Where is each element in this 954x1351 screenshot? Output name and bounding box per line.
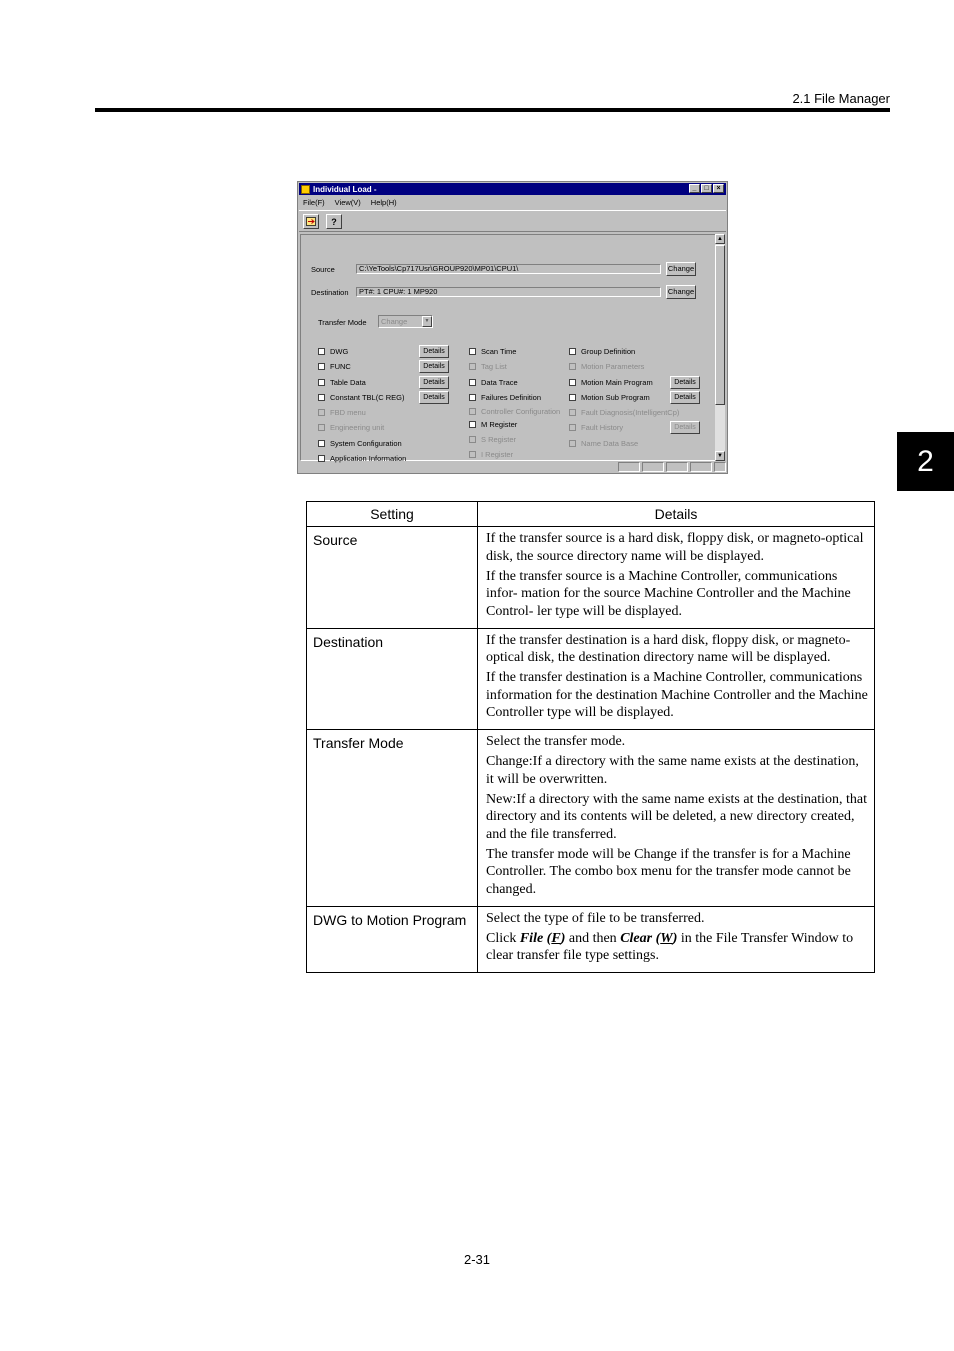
checkbox-label: S Register <box>481 435 517 444</box>
command-text: ) <box>560 930 566 946</box>
checkbox-m-register[interactable] <box>469 420 517 429</box>
clear-command <box>620 931 677 946</box>
source-field: C:\YeTools\Cp717Usr\GROUP920\MP01\CPU1\ <box>356 264 661 274</box>
details-paragraph: If the transfer destination is a Machine Controller, communications information for the destination Machine Controller and the Machine Controller type will be displayed. <box>486 670 868 720</box>
checkbox-fbd-menu <box>318 408 366 417</box>
command-text: Clear ( <box>620 930 661 946</box>
details-paragraph: If the transfer source is a hard disk, floppy disk, or magneto-optical disk, the source directory name will be displayed. <box>486 531 864 564</box>
checkbox-box[interactable] <box>318 394 325 401</box>
setting-source: Source <box>307 527 478 629</box>
source-change-button[interactable]: Change <box>666 262 696 276</box>
individual-load-window <box>297 181 728 474</box>
checkbox-label: FBD menu <box>330 408 366 417</box>
transfer-mode-value: Change <box>381 317 408 326</box>
scroll-thumb[interactable] <box>715 245 725 405</box>
checkbox-label: Constant TBL(C REG) <box>330 393 405 402</box>
details-paragraph: Change:If a directory with the same name exists at the destination, it will be overwritten. <box>486 754 859 787</box>
setting-dwg-to-motion-program: DWG to Motion Program <box>307 906 478 973</box>
checkbox-label: Engineering unit <box>330 423 385 432</box>
command-text: File ( <box>519 930 552 946</box>
details-destination <box>478 628 875 730</box>
details-paragraph: If the transfer destination is a hard disk, floppy disk, or magneto- optical disk, the destination directory name will be displayed. <box>486 632 851 665</box>
checkbox-label: M Register <box>481 420 518 429</box>
checkbox-box <box>318 424 325 431</box>
checkbox-label: Application Information <box>330 454 407 463</box>
checkbox-box <box>469 436 476 443</box>
checkbox-label: Tag List <box>481 362 507 371</box>
file-command <box>520 931 566 946</box>
checkbox-box[interactable] <box>469 421 476 428</box>
menu-help[interactable]: Help(H) <box>370 197 397 207</box>
checkbox-box[interactable] <box>318 455 325 462</box>
table-row <box>307 730 875 907</box>
details-paragraph <box>486 930 870 965</box>
checkbox-label: Group Definition <box>581 347 636 356</box>
table-row <box>307 628 875 730</box>
checkbox-box <box>469 408 476 415</box>
header-rule <box>95 108 890 112</box>
checkbox-dwg[interactable] <box>318 347 348 356</box>
checkbox-tag-list <box>469 362 507 371</box>
destination-field: PT#: 1 CPU#: 1 MP920 <box>356 287 661 297</box>
motion-main-details-button[interactable]: Details <box>670 376 700 389</box>
motion-sub-details-button[interactable]: Details <box>670 391 700 404</box>
checkbox-data-trace[interactable] <box>469 378 518 387</box>
checkbox-name-data-base <box>569 439 638 448</box>
checkbox-label: Data Trace <box>481 378 518 387</box>
checkbox-fault-diagnosis <box>569 408 679 417</box>
menu-view[interactable]: View(V) <box>334 197 361 207</box>
details-source <box>478 527 875 629</box>
resize-grip-icon[interactable] <box>714 462 726 472</box>
transfer-mode-combo[interactable] <box>378 315 433 328</box>
checkbox-label: Fault Diagnosis(IntelligentCp) <box>581 408 680 417</box>
vertical-scrollbar[interactable] <box>715 234 725 461</box>
source-label: Source <box>311 265 335 274</box>
checkbox-label: I Register <box>481 450 514 459</box>
checkbox-table-data[interactable] <box>318 378 366 387</box>
status-cell <box>666 462 688 472</box>
help-icon[interactable]: ? <box>326 214 342 229</box>
text-run: Click <box>486 930 520 946</box>
checkbox-group-definition[interactable] <box>569 347 635 356</box>
checkbox-i-register <box>469 450 513 459</box>
scroll-up-icon[interactable]: ▲ <box>715 234 725 244</box>
setting-destination: Destination <box>307 628 478 730</box>
checkbox-label: Motion Parameters <box>581 362 645 371</box>
details-paragraph: New:If a directory with the same name exists at the destination, that directory and its contents will be deleted, a new directory created, and the file transferred. <box>486 791 867 842</box>
dwg-details-button[interactable]: Details <box>419 345 449 358</box>
details-paragraph: If the transfer source is a Machine Controller, communications infor- mation for the source Machine Controller and the Machine Control- ler type will be displayed. <box>486 568 851 619</box>
checkbox-box[interactable] <box>569 394 576 401</box>
settings-table <box>306 501 875 973</box>
setting-transfer-mode: Transfer Mode <box>307 730 478 907</box>
checkbox-box <box>569 424 576 431</box>
details-paragraph: Select the transfer mode. <box>486 734 626 749</box>
table-row <box>307 906 875 973</box>
checkbox-box[interactable] <box>318 348 325 355</box>
checkbox-label: Scan Time <box>481 347 517 356</box>
column-header-setting: Setting <box>307 502 478 527</box>
checkbox-scan-time[interactable] <box>469 347 516 356</box>
maximize-icon[interactable]: □ <box>701 184 712 193</box>
checkbox-label: Name Data Base <box>581 439 639 448</box>
window-title: Individual Load - <box>313 184 377 194</box>
details-dwg-to-motion-program <box>478 906 875 973</box>
destination-label: Destination <box>311 288 349 297</box>
checkbox-label: Motion Sub Program <box>581 393 650 402</box>
checkbox-box[interactable] <box>469 348 476 355</box>
text-run: in the File Transfer Window to clear transfer file type settings. <box>486 930 854 963</box>
checkbox-box[interactable] <box>469 394 476 401</box>
checkbox-failures-definition[interactable] <box>469 393 541 402</box>
table-header-row <box>307 502 875 527</box>
checkbox-s-register <box>469 435 516 444</box>
menu-file[interactable]: File(F) <box>303 197 325 207</box>
checkbox-func[interactable] <box>318 362 351 371</box>
checkbox-box[interactable] <box>318 379 325 386</box>
text-run: and then <box>565 930 621 946</box>
status-cell <box>618 462 640 472</box>
destination-change-button[interactable]: Change <box>666 285 696 299</box>
checkbox-label: Controller Configuration <box>481 407 561 416</box>
transfer-icon[interactable] <box>303 214 319 229</box>
chapter-tab: 2 <box>897 432 954 491</box>
column-header-details: Details <box>478 502 875 527</box>
checkbox-label: DWG <box>330 347 349 356</box>
page-number: 2-31 <box>463 1252 491 1267</box>
scroll-down-icon[interactable]: ▼ <box>715 451 725 461</box>
checkbox-system-configuration[interactable] <box>318 439 402 448</box>
command-text: ) <box>672 930 678 946</box>
settings-panel <box>300 234 716 461</box>
checkbox-box[interactable] <box>318 440 325 447</box>
status-cell <box>642 462 664 472</box>
checkbox-box <box>569 363 576 370</box>
constant-tbl-details-button[interactable]: Details <box>419 391 449 404</box>
checkbox-label: Motion Main Program <box>581 378 653 387</box>
checkbox-controller-configuration <box>469 407 560 416</box>
close-icon[interactable]: × <box>713 184 724 193</box>
window-titlebar[interactable] <box>299 183 726 195</box>
toolbar <box>299 210 726 232</box>
checkbox-label: Table Data <box>330 378 366 387</box>
menu-bar <box>299 196 397 208</box>
checkbox-box[interactable] <box>569 348 576 355</box>
checkbox-box[interactable] <box>469 379 476 386</box>
checkbox-motion-sub-program[interactable] <box>569 393 650 402</box>
checkbox-motion-main-program[interactable] <box>569 378 653 387</box>
checkbox-fault-history <box>569 423 623 432</box>
checkbox-box <box>318 409 325 416</box>
checkbox-label: Fault History <box>581 423 624 432</box>
checkbox-motion-parameters <box>569 362 644 371</box>
checkbox-constant-tbl[interactable] <box>318 393 404 402</box>
details-paragraph: Select the type of file to be transferred. <box>486 910 705 926</box>
table-row <box>307 527 875 629</box>
details-paragraph: The transfer mode will be Change if the transfer is for a Machine Controller. The combo box menu for the transfer mode cannot be changed. <box>486 846 851 897</box>
checkbox-box <box>569 409 576 416</box>
chevron-down-icon: ▼ <box>422 316 432 327</box>
checkbox-label: FUNC <box>330 362 351 371</box>
checkbox-engineering-unit <box>318 423 384 432</box>
status-bar <box>299 462 726 473</box>
checkbox-box[interactable] <box>569 379 576 386</box>
checkbox-label: System Configuration <box>330 439 402 448</box>
running-header: 2.1 File Manager <box>792 91 890 106</box>
checkbox-label: Failures Definition <box>481 393 542 402</box>
fault-history-details-button: Details <box>670 421 700 434</box>
shortcut-key: W <box>660 930 673 946</box>
checkbox-box[interactable] <box>318 363 325 370</box>
minimize-icon[interactable]: _ <box>689 184 700 193</box>
checkbox-box <box>469 451 476 458</box>
details-transfer-mode <box>478 730 875 907</box>
shortcut-key: F <box>551 930 561 946</box>
func-details-button[interactable]: Details <box>419 360 449 373</box>
app-icon <box>301 185 310 194</box>
transfer-mode-label: Transfer Mode <box>318 318 367 327</box>
status-cell <box>690 462 712 472</box>
checkbox-box <box>569 440 576 447</box>
checkbox-box <box>469 363 476 370</box>
table-data-details-button[interactable]: Details <box>419 376 449 389</box>
